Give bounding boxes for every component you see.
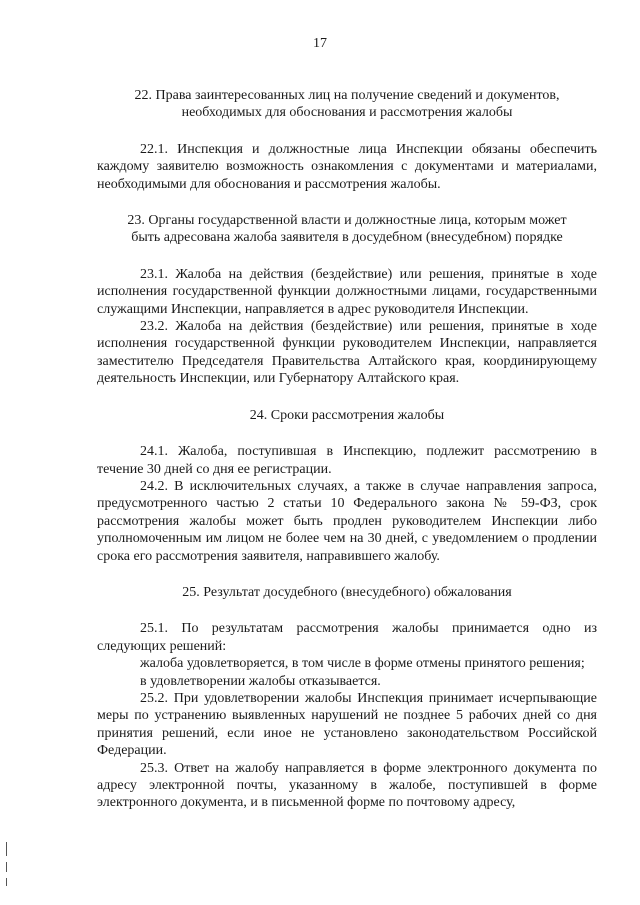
page-number: 17 — [313, 36, 327, 51]
section-25-heading: 25. Результат досудебного (внесудебного) обжалования — [182, 584, 512, 600]
section-24 — [97, 407, 597, 565]
section-23-heading-line-1: 23. Органы государственной власти и должностные лица, которым может — [127, 213, 567, 229]
paragraph-23-1: 23.1. Жалоба на действия (бездействие) или решения, принятые в ходе исполнения государственной функции должностными лицами, государственными служащими Инспекции, направляется в адрес руководителя Инспекции. — [97, 266, 597, 317]
section-25 — [97, 584, 597, 812]
section-22-heading-line-1: 22. Права заинтересованных лиц на получение сведений и документов, — [134, 88, 560, 103]
list-item: жалоба удовлетворяется, в том числе в форме отмены принятого решения; — [140, 656, 585, 672]
scan-margin-marks — [6, 842, 8, 898]
list-item: в удовлетворении жалобы отказывается. — [140, 673, 381, 689]
document-body — [97, 87, 597, 812]
paragraph-22-1: 22.1. Инспекция и должностные лица Инспекции обязаны обеспечить каждому заявителю возможность ознакомления с документами и материалами, необходимыми для обоснования и рассмотрения жалобы. — [97, 141, 597, 192]
paragraph-25-1: 25.1. По результатам рассмотрения жалобы принимается одно из следующих решений: — [97, 621, 597, 654]
paragraph-25-3: 25.3. Ответ на жалобу направляется в форме электронного документа по адресу электронной почты, указанному в жалобе, поступившей в форме электронного документа, и в письменной форме по почтовому адресу, — [97, 760, 597, 811]
section-23-heading-line-2: быть адресована жалоба заявителя в досудебном (внесудебном) порядке — [131, 230, 563, 246]
paragraph-25-2: 25.2. При удовлетворении жалобы Инспекция принимает исчерпывающие меры по устранению выявленных нарушений не позднее 5 рабочих дней со дня принятия решений, если иное не установлено законодательством Российской Федерации. — [97, 690, 597, 759]
paragraph-24-2: 24.2. В исключительных случаях, а также в случае направления запроса, предусмотренного частью 2 статьи 10 Федерального закона № 59-ФЗ, срок рассмотрения жалобы может быть продлен руководителем Инспекции либо уполномоченным им лицом не более чем на 30 дней, с уведомлением о продлении срока его рассмотрения заявителя, направившего жалобу. — [97, 478, 597, 564]
section-23 — [97, 212, 597, 388]
paragraph-23-2: 23.2. Жалоба на действия (бездействие) или решения, принятые в ходе исполнения государственной функции руководителем Инспекции, направляется заместителю Председателя Правительства Алтайского края, координирующему деятельность Инспекции, или Губернатору Алтайского края. — [97, 319, 597, 387]
paragraph-24-1: 24.1. Жалоба, поступившая в Инспекцию, подлежит рассмотрению в течение 30 дней со дня ее регистрации. — [97, 444, 597, 477]
section-22-heading-line-2: необходимых для обоснования и рассмотрения жалобы — [181, 105, 513, 121]
section-24-heading: 24. Сроки рассмотрения жалобы — [249, 407, 445, 423]
section-22 — [97, 87, 597, 193]
